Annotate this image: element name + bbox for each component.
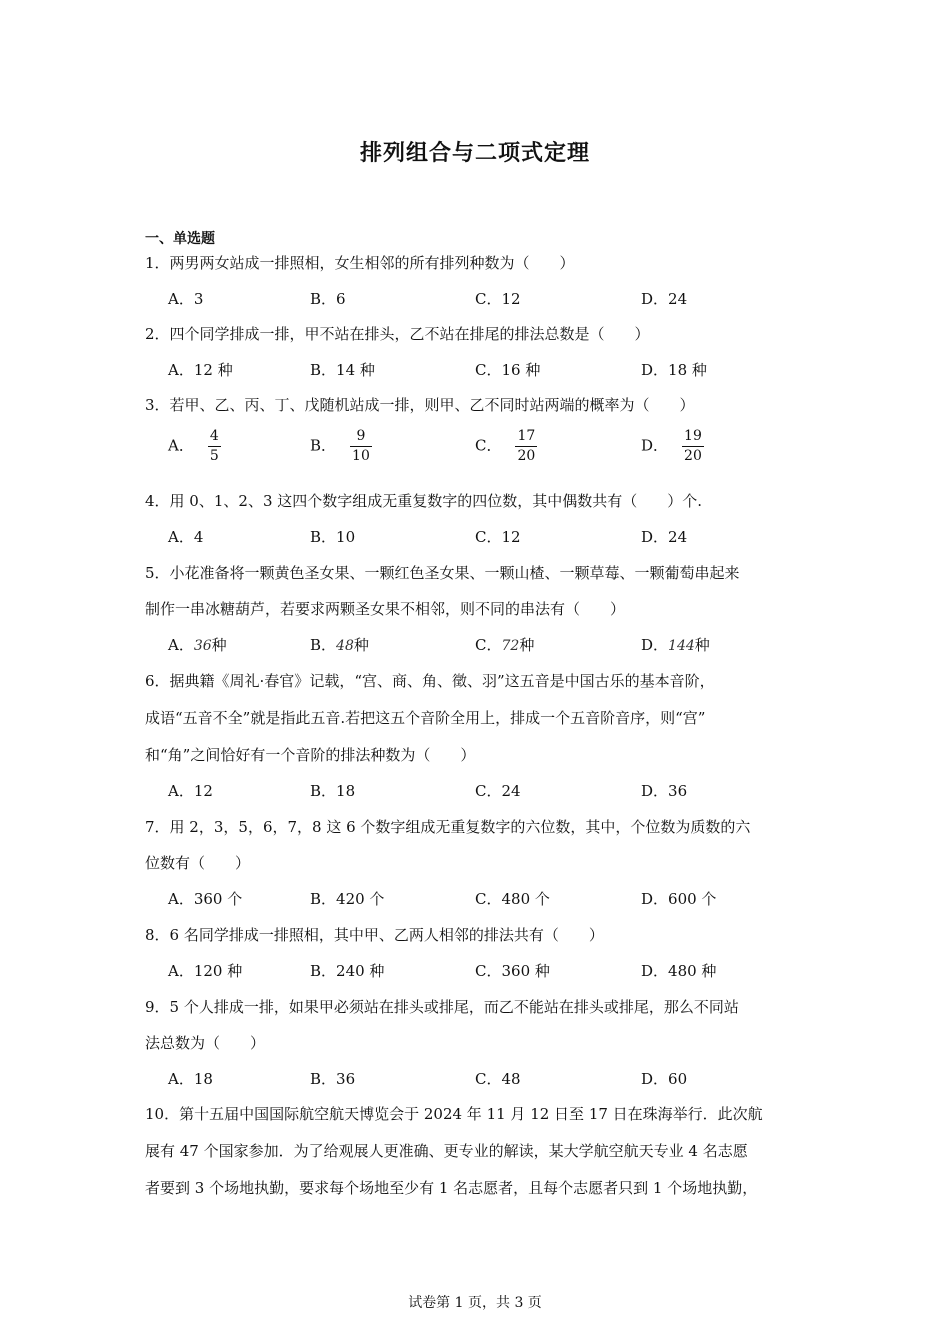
question-9-options <box>168 1068 868 1092</box>
question-3-text: 3．若甲、乙、丙、丁、戊随机站成一排，则甲、乙不同时站两端的概率为（ ） <box>145 396 695 414</box>
option-c: C．16 种 <box>475 361 541 379</box>
option-d <box>641 634 710 655</box>
option-d <box>641 428 704 465</box>
question-6-options <box>168 780 868 804</box>
option-label: C． <box>475 636 502 654</box>
option-value: 48 <box>336 638 354 654</box>
option-d: D．480 种 <box>641 962 717 980</box>
question-5-text-line-2: 制作一串冰糖葫芦，若要求两颗圣女果不相邻，则不同的串法有（ ） <box>145 600 626 618</box>
option-c: C．48 <box>475 1070 521 1088</box>
fraction <box>515 428 537 465</box>
option-b <box>310 428 372 465</box>
option-c <box>475 634 534 655</box>
option-b: B．36 <box>310 1070 356 1088</box>
option-a: A．3 <box>168 290 204 308</box>
option-d: D．36 <box>641 782 688 800</box>
question-9-text-line-1: 9．5 个人排成一排，如果甲必须站在排头或排尾，而乙不能站在排头或排尾，那么不同站 <box>145 998 739 1016</box>
question-1-text: 1．两男两女站成一排照相，女生相邻的所有排列种数为（ ） <box>145 254 575 272</box>
option-b: B．14 种 <box>310 361 375 379</box>
option-value: 36 <box>193 638 212 654</box>
option-a: A．120 种 <box>168 962 243 980</box>
option-a: A．12 种 <box>168 361 233 379</box>
option-a: A．18 <box>168 1070 213 1088</box>
denominator: 20 <box>517 448 536 464</box>
numerator: 19 <box>682 428 704 447</box>
question-4-text: 4．用 0、1、2、3 这四个数字组成无重复数字的四位数，其中偶数共有（ ）个. <box>145 492 703 510</box>
option-a: A．360 个 <box>168 890 243 908</box>
numerator: 4 <box>208 428 221 447</box>
denominator: 5 <box>209 448 219 464</box>
page-title: 排列组合与二项式定理 <box>359 141 590 166</box>
option-d: D．600 个 <box>641 890 717 908</box>
option-label: C． <box>475 436 502 455</box>
option-unit: 种 <box>353 636 369 654</box>
option-c <box>475 428 537 465</box>
question-6-text-line-1: 6．据典籍《周礼·春官》记载，“宫、商、角、徵、羽”这五音是中国古乐的基本音阶， <box>145 672 715 690</box>
page-footer: 试卷第 1 页，共 3 页 <box>408 1295 542 1311</box>
option-label: B． <box>310 636 337 654</box>
question-2-text: 2．四个同学排成一排，甲不站在排头，乙不站在排尾的排法总数是（ ） <box>145 325 650 343</box>
fraction <box>350 428 372 465</box>
option-b: B．18 <box>310 782 356 800</box>
question-7-text-line-2: 位数有（ ） <box>145 854 251 872</box>
option-unit: 种 <box>694 636 710 654</box>
numerator: 9 <box>350 428 372 447</box>
option-d: D．24 <box>641 528 688 546</box>
question-2-options <box>168 359 868 383</box>
option-c: C．24 <box>475 782 521 800</box>
option-c: C．360 种 <box>475 962 550 980</box>
option-b: B．420 个 <box>310 890 385 908</box>
question-5-options <box>168 634 868 658</box>
option-value: 144 <box>668 638 695 654</box>
option-label: A． <box>168 436 194 455</box>
option-c: C．12 <box>475 528 521 546</box>
option-value: 72 <box>501 638 520 654</box>
option-d: D．18 种 <box>641 361 707 379</box>
option-label: D． <box>641 436 669 455</box>
question-5-text-line-1: 5．小花准备将一颗黄色圣女果、一颗红色圣女果、一颗山楂、一颗草莓、一颗葡萄串起来 <box>145 564 740 582</box>
question-3-options <box>168 428 868 472</box>
option-label: A． <box>168 636 194 654</box>
option-label: B． <box>310 436 337 455</box>
option-a <box>168 634 227 655</box>
denominator: 20 <box>684 448 702 464</box>
numerator: 17 <box>515 428 537 447</box>
question-8-options <box>168 960 868 984</box>
option-a: A．12 <box>168 782 213 800</box>
option-d: D．24 <box>641 290 688 308</box>
section-heading: 一、单选题 <box>145 231 215 247</box>
option-unit: 种 <box>519 636 535 654</box>
option-b <box>310 634 369 655</box>
question-6-text-line-2: 成语“五音不全”就是指此五音.若把这五个音阶全用上，排成一个五音阶音序，则“宫” <box>145 709 706 727</box>
denominator: 10 <box>352 448 370 464</box>
option-c: C．12 <box>475 290 521 308</box>
fraction <box>682 428 704 465</box>
question-9-text-line-2: 法总数为（ ） <box>145 1034 266 1052</box>
option-b: B．6 <box>310 290 346 308</box>
question-7-options <box>168 888 868 912</box>
question-4-options <box>168 526 868 550</box>
question-8-text: 8．6 名同学排成一排照相，其中甲、乙两人相邻的排法共有（ ） <box>145 926 604 944</box>
option-b: B．240 种 <box>310 962 385 980</box>
fraction <box>208 428 221 465</box>
option-d: D．60 <box>641 1070 688 1088</box>
question-10-text-line-1: 10．第十五届中国国际航空航天博览会于 2024 年 11 月 12 日至 17 日在珠海举行．此次航 <box>145 1105 763 1123</box>
question-7-text-line-1: 7．用 2，3，5，6，7，8 这 6 个数字组成无重复数字的六位数，其中，个位数为质数的六 <box>145 818 751 836</box>
option-a: A．4 <box>168 528 204 546</box>
option-unit: 种 <box>211 636 227 654</box>
question-10-text-line-3: 者要到 3 个场地执勤，要求每个场地至少有 1 名志愿者，且每个志愿者只到 1 个场地执勤， <box>145 1179 758 1197</box>
question-1-options <box>168 288 868 312</box>
option-a <box>168 428 221 465</box>
question-10-text-line-2: 展有 47 个国家参加．为了给观展人更准确、更专业的解读，某大学航空航天专业 4 名志愿 <box>145 1142 748 1160</box>
question-6-text-line-3: 和“角”之间恰好有一个音阶的排法种数为（ ） <box>145 746 476 764</box>
option-b: B．10 <box>310 528 356 546</box>
option-label: D． <box>641 636 669 654</box>
option-c: C．480 个 <box>475 890 550 908</box>
